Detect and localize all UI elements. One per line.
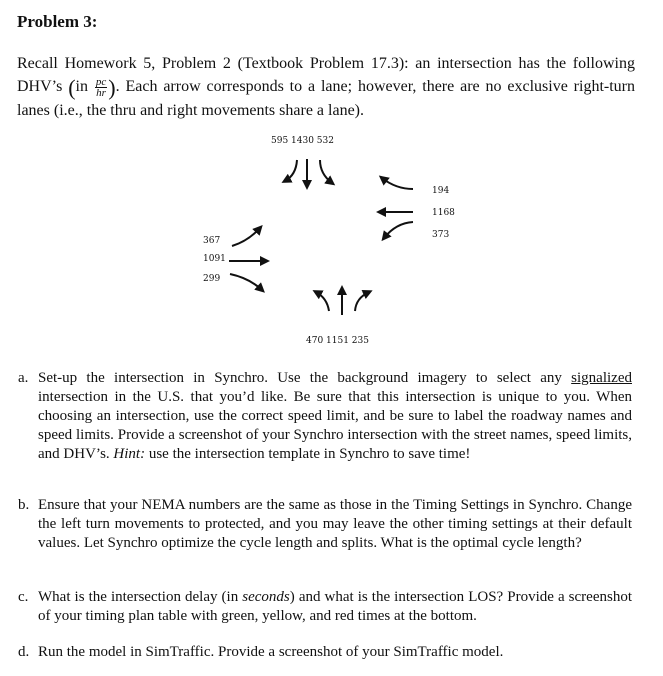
question-c-seconds: seconds [242, 589, 290, 605]
question-b-text: Ensure that your NEMA numbers are the same as those in the Timing Settings in Synchro. Change the left turn movements to protected, and you may leave the other timing settings at their default values. Let Synchro optimize the cycle length and splits. What is the optimal cycle length? [38, 497, 632, 551]
question-c-text-1: What is the intersection delay (in [38, 589, 243, 605]
open-paren: ( [68, 74, 76, 100]
intro-text-1: Recall Homework 5, Problem 2 (Textbook Problem 17.3): an intersection has the following DHV’s [17, 55, 635, 95]
east-volume-thru: 1168 [432, 208, 455, 218]
north-right-arrow [320, 160, 332, 183]
west-volume-thru: 1091 [203, 254, 226, 264]
question-c-label: c. [18, 589, 29, 605]
question-c [18, 588, 632, 626]
paren-in: in [75, 78, 94, 95]
north-volumes: 595 1430 532 [271, 136, 334, 146]
question-a-hint: Hint: [113, 446, 146, 462]
east-volume-left: 373 [432, 230, 450, 240]
south-volumes: 470 1151 235 [306, 336, 369, 346]
west-volume-right: 299 [203, 274, 221, 284]
east-volume-right: 194 [432, 186, 450, 196]
question-d [18, 643, 632, 662]
unit-numerator: pc [95, 75, 107, 88]
question-d-label: d. [18, 644, 30, 660]
question-b-label: b. [18, 497, 30, 513]
west-left-arrow [232, 228, 260, 246]
south-right-arrow [316, 292, 329, 311]
question-c-text-2: ) and what is the intersection LOS? Provide a screenshot of your timing plan table with green, yellow, and red times at the bottom. [38, 589, 632, 624]
question-a-text-2: intersection in the U.S. that you’d like. Be sure that this intersection is unique to you. When choosing an intersection, use the correct speed limit, and be sure to label the roadway names and speed limits. Provide a screenshot of your Synchro intersection with the street names, speed limits, and DHV’s. [38, 389, 632, 462]
unit-denominator: hr [96, 86, 106, 99]
west-right-arrow [230, 274, 262, 290]
close-paren: ) [108, 74, 116, 100]
question-a [18, 369, 632, 464]
east-left-arrow [384, 222, 413, 238]
question-d-text: Run the model in SimTraffic. Provide a screenshot of your SimTraffic model. [38, 644, 504, 660]
question-a-text-1: Set-up the intersection in Synchro. Use the background imagery to select any [38, 370, 572, 386]
question-a-text-3: use the intersection template in Synchro to save time! [145, 446, 471, 462]
south-left-arrow [355, 292, 369, 311]
east-right-arrow [382, 178, 413, 189]
question-a-label: a. [18, 370, 29, 386]
problem-title: Problem 3: [17, 12, 98, 31]
intro-text-2: . Each arrow corresponds to a lane; however, there are no exclusive right-turn lanes (i.e., the thru and right movements share a lane). [17, 78, 636, 119]
west-volume-left: 367 [203, 236, 221, 246]
question-b [18, 496, 632, 553]
question-a-underlined: signalized [571, 370, 632, 386]
north-left-arrow [285, 160, 297, 181]
